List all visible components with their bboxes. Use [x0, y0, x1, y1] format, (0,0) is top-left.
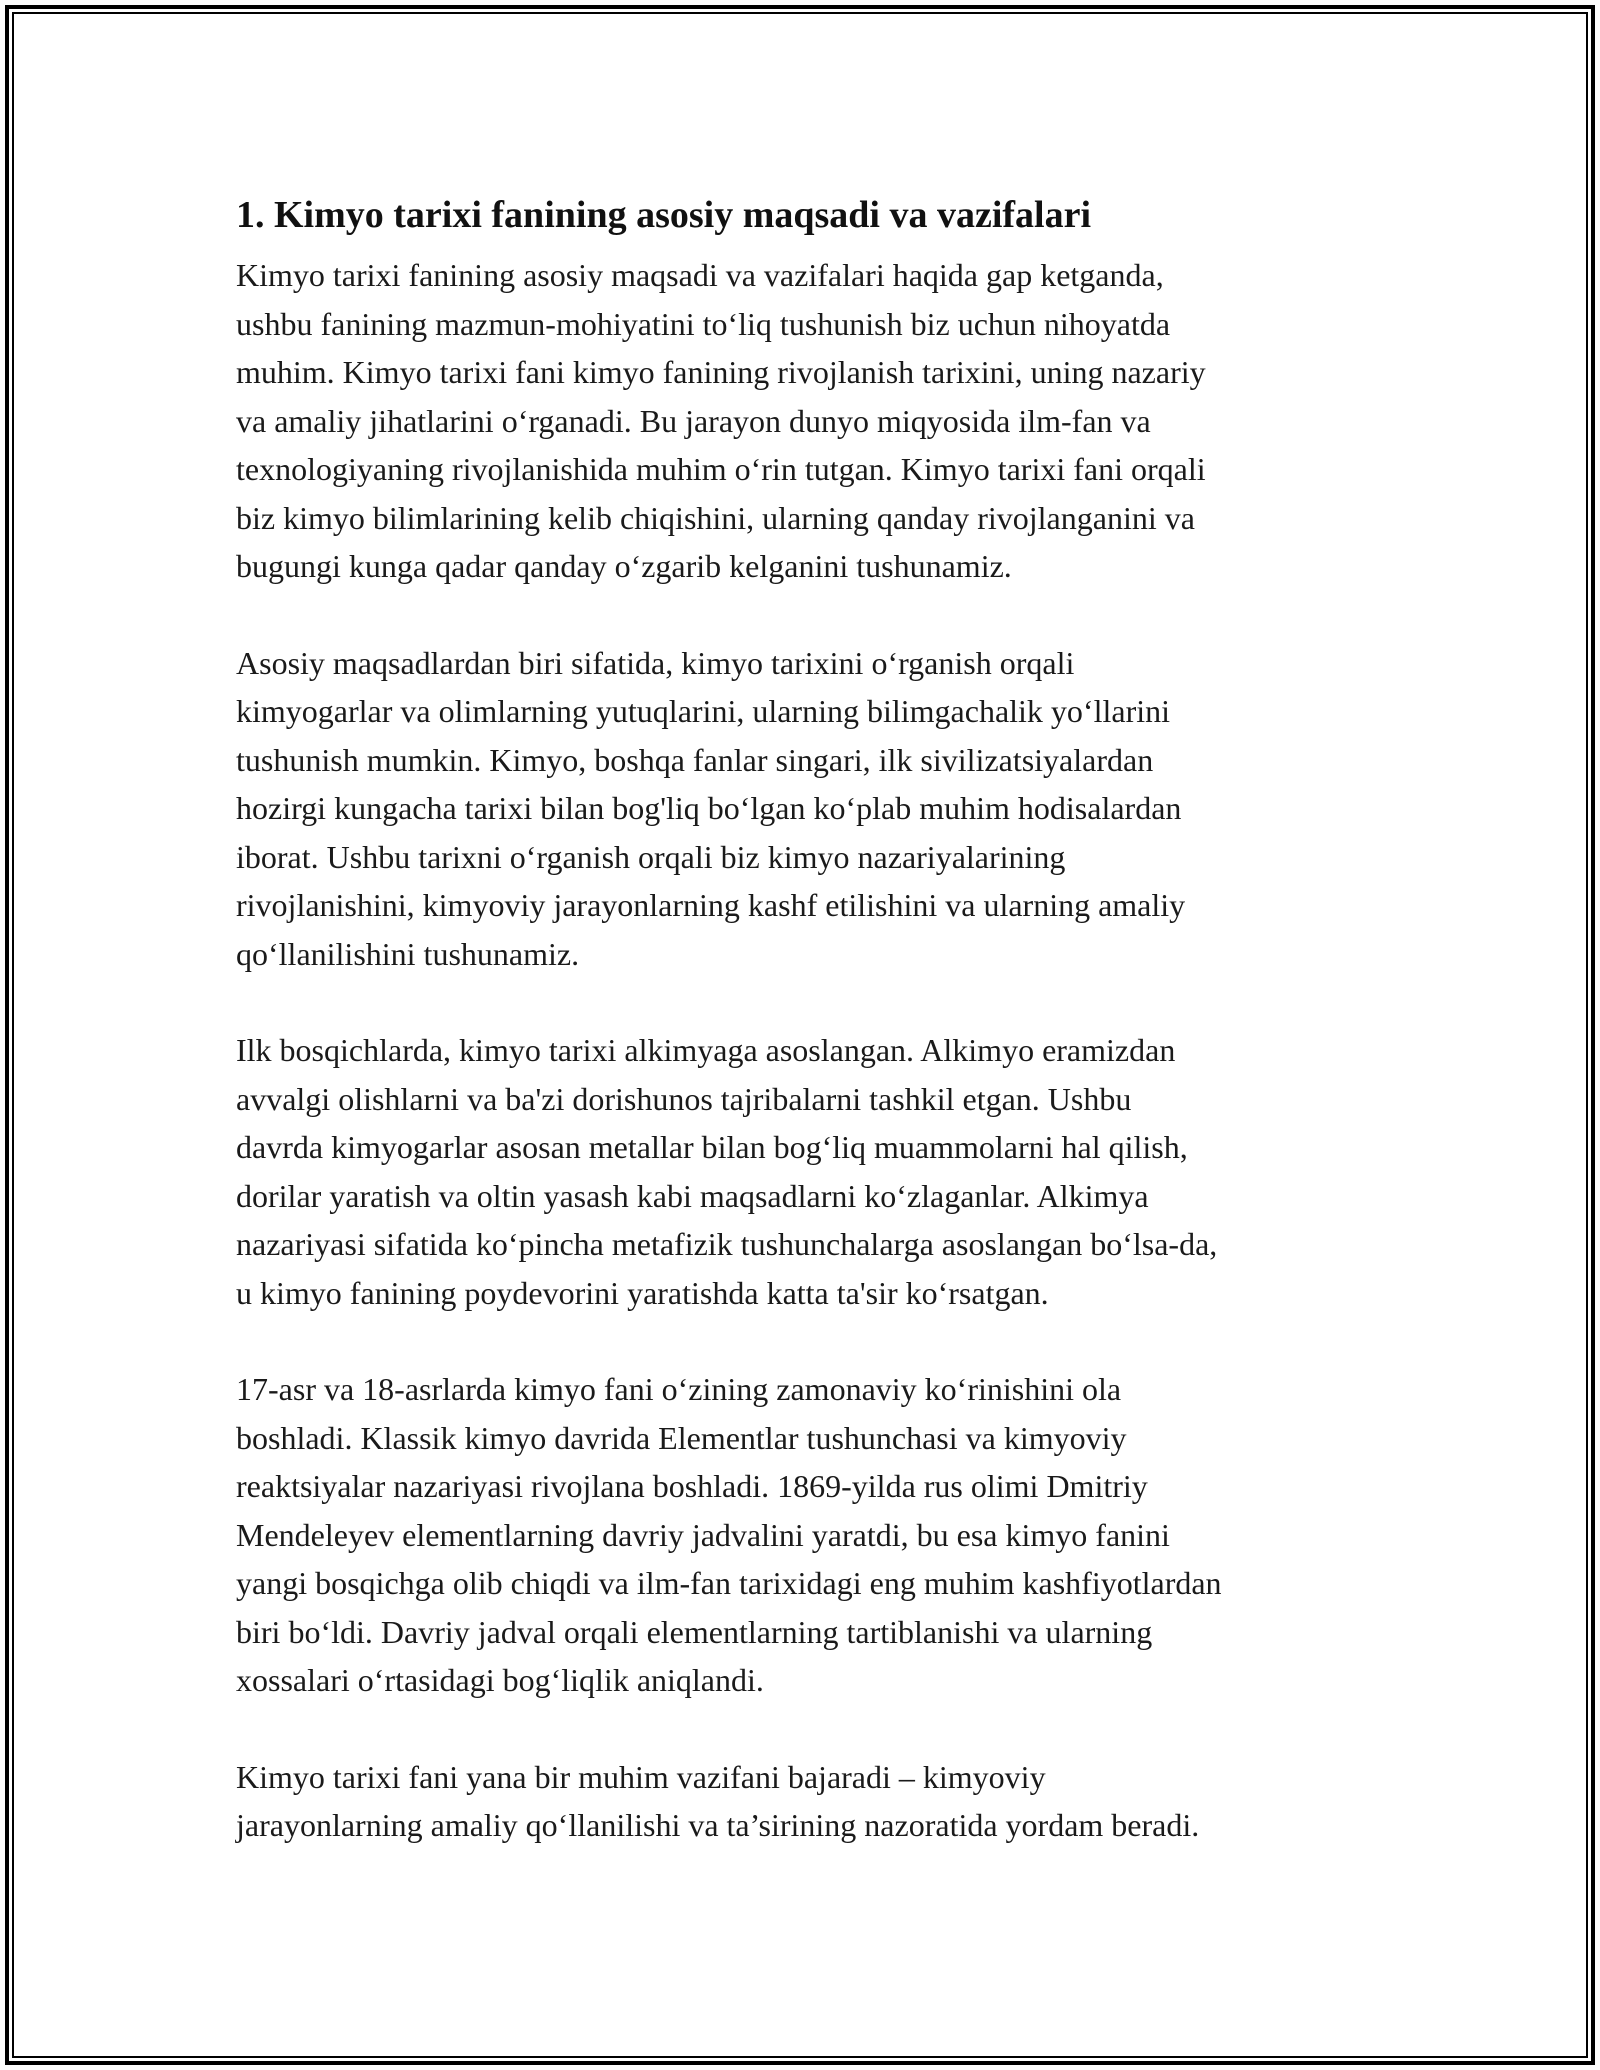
- text-line: avvalgi olishlarni va ba'zi dorishunos tajribalarni tashkil etgan. Ushbu: [236, 1080, 1132, 1117]
- text-line: biz kimyo bilimlarining kelib chiqishini, ularning qanday rivojlanganini va: [236, 499, 1195, 536]
- document-body: [236, 185, 1386, 1898]
- text-line: nazariyasi sifatida ko‘pincha metafizik tushunchalarga asoslangan bo‘lsa-da,: [236, 1226, 1218, 1262]
- text-line: davrda kimyogarlar asosan metallar bilan bog‘liq muammolarni hal qilish,: [236, 1129, 1188, 1165]
- text-line: reaktsiyalar nazariyasi rivojlana boshladi. 1869-yilda rus olimi Dmitriy: [236, 1468, 1148, 1504]
- paragraph-5: [236, 1753, 1386, 1850]
- text-line: ushbu fanining mazmun-mohiyatini to‘liq tushunish biz uchun nihoyatda: [236, 305, 1171, 342]
- text-line: bugungi kunga qadar qanday o‘zgarib kelganini tushunamiz.: [236, 548, 1012, 584]
- text-line: u kimyo fanining poydevorini yaratishda katta ta'sir ko‘rsatgan.: [236, 1274, 1049, 1311]
- text-line: rivojlanishini, kimyoviy jarayonlarning kashf etilishini va ularning amaliy: [236, 887, 1186, 923]
- text-line: jarayonlarning amaliy qo‘llanilishi va ta’sirining nazoratida yordam beradi.: [236, 1807, 1200, 1843]
- paragraph-2: [236, 639, 1386, 979]
- text-line: Ilk bosqichlarda, kimyo tarixi alkimyaga asoslangan. Alkimyo eramizdan: [236, 1032, 1176, 1068]
- text-line: dorilar yaratish va oltin yasash kabi maqsadlarni ko‘zlaganlar. Alkimya: [236, 1177, 1149, 1214]
- text-line: yangi bosqichga olib chiqdi va ilm-fan tarixidagi eng muhim kashfiyotlardan: [236, 1565, 1222, 1601]
- text-line: muhim. Kimyo tarixi fani kimyo fanining rivojlanish tarixini, uning nazariy: [236, 354, 1206, 390]
- text-line: Kimyo tarixi fanining asosiy maqsadi va vazifalari haqida gap ketganda,: [236, 257, 1164, 293]
- text-line: texnologiyaning rivojlanishida muhim o‘rin tutgan. Kimyo tarixi fani orqali: [236, 451, 1206, 487]
- text-line: Mendeleyev elementlarning davriy jadvalini yaratdi, bu esa kimyo fanini: [236, 1516, 1170, 1553]
- text-line: Kimyo tarixi fani yana bir muhim vazifani bajaradi – kimyoviy: [236, 1758, 1046, 1795]
- text-line: iborat. Ushbu tarixni o‘rganish orqali biz kimyo nazariyalarining: [236, 838, 1066, 875]
- text-line: tushunish mumkin. Kimyo, boshqa fanlar singari, ilk sivilizatsiyalardan: [236, 741, 1154, 778]
- text-line: boshladi. Klassik kimyo davrida Elementlar tushunchasi va kimyoviy: [236, 1419, 1127, 1456]
- text-line: va amaliy jihatlarini o‘rganadi. Bu jarayon dunyo miqyosida ilm-fan va: [236, 402, 1151, 439]
- paragraph-3: [236, 1026, 1386, 1317]
- text-line: xossalari o‘rtasidagi bog‘liqlik aniqlandi.: [236, 1662, 764, 1698]
- text-line: 17-asr va 18-asrlarda kimyo fani o‘zining zamonaviy ko‘rinishini ola: [236, 1371, 1122, 1407]
- paragraph-1: [236, 251, 1386, 591]
- text-line: kimyogarlar va olimlarning yutuqlarini, ularning bilimgachalik yo‘llarini: [236, 693, 1170, 729]
- paragraph-4: [236, 1365, 1386, 1705]
- text-line: qo‘llanilishini tushunamiz.: [236, 935, 580, 972]
- text-line: hozirgi kungacha tarixi bilan bog'liq bo‘lgan ko‘plab muhim hodisalardan: [236, 790, 1182, 826]
- text-line: biri bo‘ldi. Davriy jadval orqali elementlarning tartiblanishi va ularning: [236, 1613, 1153, 1650]
- section-heading: 1. Kimyo tarixi fanining asosiy maqsadi va vazifalari: [236, 194, 1092, 236]
- text-line: Asosiy maqsadlardan biri sifatida, kimyo tarixini o‘rganish orqali: [236, 644, 1075, 681]
